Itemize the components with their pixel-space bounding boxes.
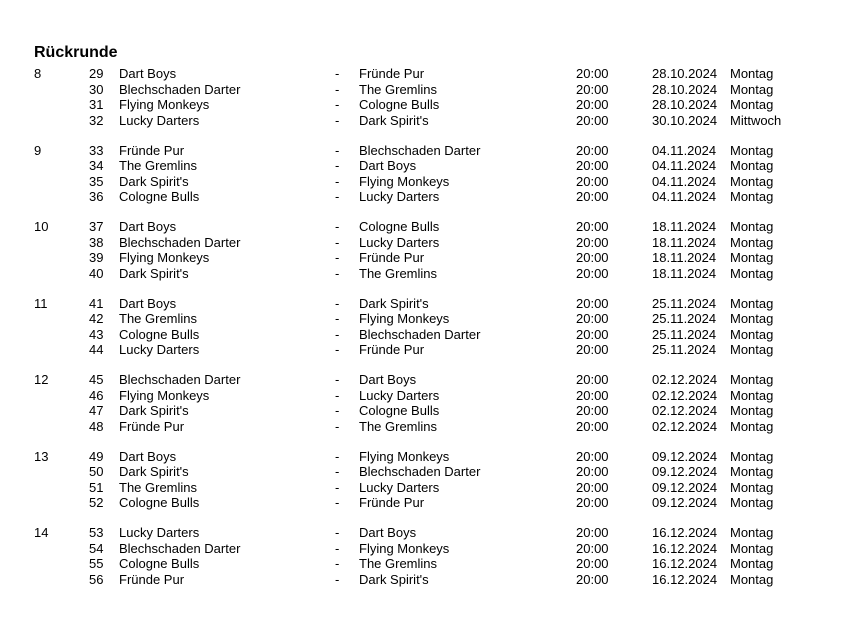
game-weekday: Montag <box>730 372 774 387</box>
matchday-number: 14 <box>34 525 49 540</box>
game-number: 52 <box>89 495 104 510</box>
vs-dash: - <box>335 219 340 234</box>
home-team: Cologne Bulls <box>119 495 200 510</box>
game-row <box>0 250 859 266</box>
away-team: Dark Spirit's <box>359 571 429 587</box>
game-time: 20:00 <box>576 173 609 189</box>
home-team: Blechschaden Darter <box>119 234 241 250</box>
game-date: 16.12.2024 <box>652 571 718 587</box>
game-time: 20:00 <box>576 479 609 495</box>
game-date: 02.12.2024 <box>652 403 718 418</box>
game-number: 47 <box>89 403 104 418</box>
home-team: Fründe Pur <box>119 142 185 158</box>
away-team: Dark Spirit's <box>359 295 429 311</box>
game-date: 25.11.2024 <box>652 326 717 342</box>
game-number: 54 <box>89 540 104 556</box>
vs-dash: - <box>335 571 340 587</box>
schedule-table <box>0 66 859 587</box>
away-team: Dart Boys <box>359 525 417 540</box>
away-team: Blechschaden Darter <box>359 142 481 158</box>
home-team: Dark Spirit's <box>119 265 189 281</box>
game-time: 20:00 <box>576 571 609 587</box>
game-date: 28.10.2024 <box>652 97 718 112</box>
game-date: 04.11.2024 <box>652 158 717 173</box>
home-team: Dark Spirit's <box>119 403 189 418</box>
vs-dash: - <box>335 418 340 434</box>
game-date: 09.12.2024 <box>652 495 718 510</box>
game-weekday: Montag <box>730 173 774 189</box>
game-number: 42 <box>89 311 104 326</box>
away-team: Fründe Pur <box>359 495 425 510</box>
vs-dash: - <box>335 556 340 571</box>
game-number: 34 <box>89 158 104 173</box>
game-time: 20:00 <box>576 387 609 403</box>
home-team: Flying Monkeys <box>119 250 210 265</box>
away-team: Lucky Darters <box>359 189 440 204</box>
home-team: Blechschaden Darter <box>119 372 241 387</box>
game-time: 20:00 <box>576 403 609 418</box>
game-weekday: Montag <box>730 265 774 281</box>
game-time: 20:00 <box>576 540 609 556</box>
game-number: 39 <box>89 250 104 265</box>
game-time: 20:00 <box>576 311 609 326</box>
game-weekday: Montag <box>730 464 774 479</box>
game-time: 20:00 <box>576 326 609 342</box>
game-row <box>0 189 859 205</box>
game-weekday: Montag <box>730 525 774 540</box>
away-team: Flying Monkeys <box>359 311 450 326</box>
game-time: 20:00 <box>576 97 609 112</box>
home-team: Fründe Pur <box>119 571 185 587</box>
game-number: 41 <box>89 295 104 311</box>
game-row <box>0 388 859 404</box>
vs-dash: - <box>335 448 340 464</box>
game-row <box>0 556 859 572</box>
game-date: 18.11.2024 <box>652 219 717 234</box>
matchday-separator <box>0 511 859 526</box>
away-team: Lucky Darters <box>359 234 440 250</box>
away-team: Cologne Bulls <box>359 97 440 112</box>
away-team: Flying Monkeys <box>359 540 450 556</box>
game-time: 20:00 <box>576 265 609 281</box>
vs-dash: - <box>335 295 340 311</box>
game-time: 20:00 <box>576 418 609 434</box>
game-number: 30 <box>89 81 104 97</box>
home-team: Cologne Bulls <box>119 326 200 342</box>
vs-dash: - <box>335 464 340 479</box>
game-weekday: Montag <box>730 571 774 587</box>
game-time: 20:00 <box>576 464 609 479</box>
game-time: 20:00 <box>576 189 609 204</box>
game-weekday: Montag <box>730 326 774 342</box>
game-row <box>0 342 859 358</box>
game-number: 43 <box>89 326 104 342</box>
home-team: Blechschaden Darter <box>119 540 241 556</box>
away-team: Dart Boys <box>359 158 417 173</box>
vs-dash: - <box>335 326 340 342</box>
vs-dash: - <box>335 342 340 357</box>
game-time: 20:00 <box>576 495 609 510</box>
vs-dash: - <box>335 158 340 173</box>
away-team: Dark Spirit's <box>359 112 429 128</box>
game-row <box>0 158 859 174</box>
game-time: 20:00 <box>576 295 609 311</box>
game-date: 25.11.2024 <box>652 311 717 326</box>
home-team: The Gremlins <box>119 311 198 326</box>
game-row <box>0 113 859 129</box>
game-time: 20:00 <box>576 234 609 250</box>
game-date: 04.11.2024 <box>652 173 717 189</box>
game-number: 49 <box>89 448 104 464</box>
game-number: 32 <box>89 112 104 128</box>
game-time: 20:00 <box>576 158 609 173</box>
game-time: 20:00 <box>576 81 609 97</box>
game-weekday: Montag <box>730 540 774 556</box>
game-weekday: Montag <box>730 250 774 265</box>
game-number: 33 <box>89 142 104 158</box>
home-team: The Gremlins <box>119 479 198 495</box>
game-weekday: Montag <box>730 495 774 510</box>
matchday-separator <box>0 358 859 373</box>
game-date: 16.12.2024 <box>652 525 718 540</box>
away-team: Cologne Bulls <box>359 403 440 418</box>
away-team: Lucky Darters <box>359 479 440 495</box>
game-weekday: Montag <box>730 234 774 250</box>
vs-dash: - <box>335 189 340 204</box>
game-number: 56 <box>89 571 104 587</box>
game-date: 18.11.2024 <box>652 265 717 281</box>
vs-dash: - <box>335 372 340 387</box>
home-team: Cologne Bulls <box>119 189 200 204</box>
game-weekday: Montag <box>730 295 774 311</box>
game-date: 25.11.2024 <box>652 295 717 311</box>
game-row <box>0 174 859 190</box>
vs-dash: - <box>335 479 340 495</box>
home-team: Flying Monkeys <box>119 97 210 112</box>
matchday-number: 10 <box>34 219 49 234</box>
matchday-number: 9 <box>34 142 42 158</box>
game-number: 46 <box>89 387 104 403</box>
matchday-number: 13 <box>34 448 49 464</box>
game-row <box>0 495 859 511</box>
away-team: Lucky Darters <box>359 387 440 403</box>
game-weekday: Montag <box>730 189 774 204</box>
home-team: Cologne Bulls <box>119 556 200 571</box>
game-number: 29 <box>89 66 104 81</box>
game-date: 02.12.2024 <box>652 418 718 434</box>
game-weekday: Montag <box>730 403 774 418</box>
game-date: 30.10.2024 <box>652 112 718 128</box>
vs-dash: - <box>335 97 340 112</box>
home-team: Dark Spirit's <box>119 173 189 189</box>
vs-dash: - <box>335 265 340 281</box>
game-row <box>0 449 859 465</box>
vs-dash: - <box>335 234 340 250</box>
away-team: The Gremlins <box>359 81 438 97</box>
home-team: Dark Spirit's <box>119 464 189 479</box>
game-number: 53 <box>89 525 104 540</box>
game-number: 44 <box>89 342 104 357</box>
matchday-number: 12 <box>34 372 49 387</box>
home-team: Dart Boys <box>119 295 177 311</box>
game-date: 18.11.2024 <box>652 234 717 250</box>
home-team: Fründe Pur <box>119 418 185 434</box>
vs-dash: - <box>335 495 340 510</box>
game-date: 18.11.2024 <box>652 250 717 265</box>
vs-dash: - <box>335 142 340 158</box>
matchday-number: 8 <box>34 66 42 81</box>
away-team: Fründe Pur <box>359 250 425 265</box>
home-team: Dart Boys <box>119 66 177 81</box>
vs-dash: - <box>335 112 340 128</box>
game-row <box>0 372 859 388</box>
game-time: 20:00 <box>576 66 609 81</box>
game-weekday: Montag <box>730 66 774 81</box>
game-time: 20:00 <box>576 342 609 357</box>
page-title: Rückrunde <box>34 44 118 61</box>
game-weekday: Montag <box>730 479 774 495</box>
game-weekday: Montag <box>730 158 774 173</box>
game-date: 16.12.2024 <box>652 540 718 556</box>
game-row <box>0 525 859 541</box>
game-date: 04.11.2024 <box>652 189 717 204</box>
game-time: 20:00 <box>576 448 609 464</box>
game-weekday: Montag <box>730 219 774 234</box>
game-number: 50 <box>89 464 104 479</box>
game-number: 51 <box>89 479 104 495</box>
game-row <box>0 82 859 98</box>
game-row <box>0 403 859 419</box>
game-number: 31 <box>89 97 104 112</box>
game-number: 37 <box>89 219 104 234</box>
game-date: 25.11.2024 <box>652 342 717 357</box>
matchday-separator <box>0 281 859 296</box>
game-row <box>0 66 859 82</box>
game-time: 20:00 <box>576 142 609 158</box>
game-row <box>0 296 859 312</box>
game-date: 16.12.2024 <box>652 556 718 571</box>
vs-dash: - <box>335 66 340 81</box>
game-date: 09.12.2024 <box>652 464 718 479</box>
game-row <box>0 480 859 496</box>
game-row <box>0 143 859 159</box>
game-row <box>0 235 859 251</box>
game-date: 28.10.2024 <box>652 66 718 81</box>
game-time: 20:00 <box>576 372 609 387</box>
game-weekday: Montag <box>730 311 774 326</box>
game-weekday: Montag <box>730 142 774 158</box>
game-row <box>0 327 859 343</box>
home-team: Lucky Darters <box>119 525 200 540</box>
game-weekday: Montag <box>730 97 774 112</box>
game-time: 20:00 <box>576 219 609 234</box>
vs-dash: - <box>335 311 340 326</box>
away-team: Blechschaden Darter <box>359 326 481 342</box>
game-weekday: Montag <box>730 556 774 571</box>
game-date: 09.12.2024 <box>652 448 718 464</box>
away-team: The Gremlins <box>359 556 438 571</box>
game-row <box>0 311 859 327</box>
matchday-number: 11 <box>34 295 48 311</box>
game-weekday: Montag <box>730 81 774 97</box>
away-team: Dart Boys <box>359 372 417 387</box>
game-row <box>0 464 859 480</box>
game-time: 20:00 <box>576 556 609 571</box>
game-weekday: Montag <box>730 342 774 357</box>
home-team: Blechschaden Darter <box>119 81 241 97</box>
game-date: 02.12.2024 <box>652 387 718 403</box>
game-row <box>0 219 859 235</box>
away-team: Fründe Pur <box>359 342 425 357</box>
vs-dash: - <box>335 81 340 97</box>
away-team: Fründe Pur <box>359 66 425 81</box>
game-date: 02.12.2024 <box>652 372 718 387</box>
vs-dash: - <box>335 540 340 556</box>
game-time: 20:00 <box>576 250 609 265</box>
away-team: Cologne Bulls <box>359 219 440 234</box>
home-team: Flying Monkeys <box>119 387 210 403</box>
game-weekday: Mittwoch <box>730 112 782 128</box>
away-team: Blechschaden Darter <box>359 464 481 479</box>
game-row <box>0 97 859 113</box>
game-row <box>0 541 859 557</box>
home-team: Lucky Darters <box>119 342 200 357</box>
game-number: 48 <box>89 418 104 434</box>
game-row <box>0 419 859 435</box>
home-team: The Gremlins <box>119 158 198 173</box>
away-team: Flying Monkeys <box>359 448 450 464</box>
home-team: Dart Boys <box>119 219 177 234</box>
game-time: 20:00 <box>576 112 609 128</box>
vs-dash: - <box>335 250 340 265</box>
game-weekday: Montag <box>730 448 774 464</box>
away-team: The Gremlins <box>359 265 438 281</box>
vs-dash: - <box>335 387 340 403</box>
vs-dash: - <box>335 173 340 189</box>
home-team: Lucky Darters <box>119 112 200 128</box>
game-time: 20:00 <box>576 525 609 540</box>
vs-dash: - <box>335 403 340 418</box>
game-date: 09.12.2024 <box>652 479 718 495</box>
game-number: 35 <box>89 173 104 189</box>
game-row <box>0 266 859 282</box>
matchday-separator <box>0 205 859 220</box>
game-number: 38 <box>89 234 104 250</box>
game-date: 28.10.2024 <box>652 81 718 97</box>
matchday-separator <box>0 128 859 143</box>
game-date: 04.11.2024 <box>652 142 717 158</box>
game-number: 55 <box>89 556 104 571</box>
home-team: Dart Boys <box>119 448 177 464</box>
matchday-separator <box>0 434 859 449</box>
game-weekday: Montag <box>730 387 774 403</box>
game-row <box>0 572 859 588</box>
game-number: 45 <box>89 372 104 387</box>
vs-dash: - <box>335 525 340 540</box>
game-weekday: Montag <box>730 418 774 434</box>
game-number: 40 <box>89 265 104 281</box>
away-team: Flying Monkeys <box>359 173 450 189</box>
away-team: The Gremlins <box>359 418 438 434</box>
game-number: 36 <box>89 189 104 204</box>
